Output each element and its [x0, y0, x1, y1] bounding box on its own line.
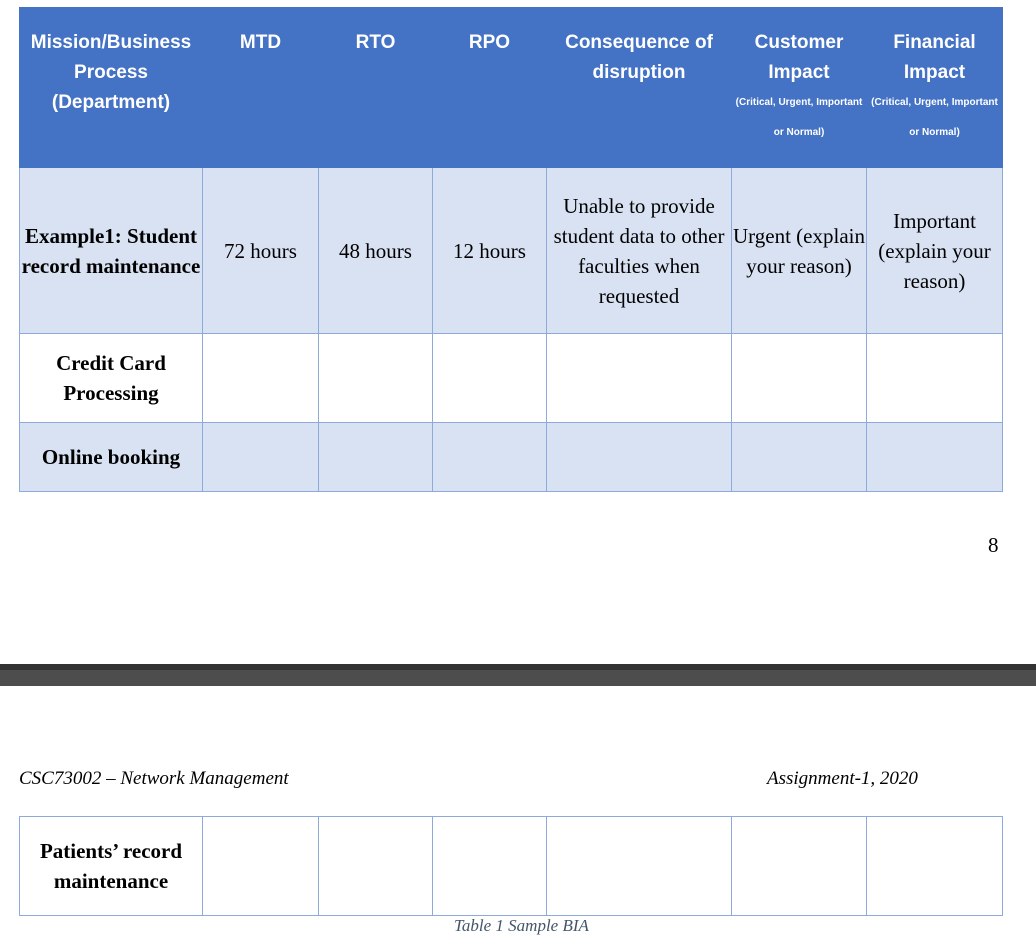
cell-rto: 48 hours: [319, 168, 433, 334]
header-process: Mission/Business Process (Department): [20, 8, 203, 168]
header-rto: RTO: [319, 8, 433, 168]
cell-consequence: Unable to provide student data to other faculties when requested: [547, 168, 732, 334]
cell-financial-impact: Important (explain your reason): [867, 168, 1003, 334]
cell-process: Online booking: [20, 423, 203, 492]
running-header-assignment: Assignment-1, 2020: [767, 768, 918, 789]
header-rpo: RPO: [433, 8, 547, 168]
header-consequence: Consequence of disruption: [547, 8, 732, 168]
table-row: [20, 423, 1003, 492]
cell-customer-impact: [732, 817, 867, 916]
cell-mtd: [203, 334, 319, 423]
cell-mtd: [203, 423, 319, 492]
cell-rto: [319, 423, 433, 492]
cell-process: Example1: Student record maintenance: [20, 168, 203, 334]
cell-rpo: 12 hours: [433, 168, 547, 334]
running-header-course: CSC73002 – Network Management: [19, 768, 289, 789]
cell-process: Credit Card Processing: [20, 334, 203, 423]
cell-financial-impact: [867, 817, 1003, 916]
cell-rto: [319, 817, 433, 916]
bia-table-continued: [19, 816, 1003, 916]
cell-financial-impact: [867, 334, 1003, 423]
header-financial-impact: Financial Impact (Critical, Urgent, Important or Normal): [867, 8, 1003, 168]
bia-table: [19, 7, 1003, 492]
header-customer-impact: Customer Impact (Critical, Urgent, Important or Normal): [732, 8, 867, 168]
page-separator: [0, 664, 1036, 686]
cell-rpo: [433, 334, 547, 423]
cell-consequence: [547, 334, 732, 423]
table-row: [20, 817, 1003, 916]
cell-rpo: [433, 423, 547, 492]
table-row: [20, 168, 1003, 334]
table-header-row: [20, 8, 1003, 168]
table-caption: Table 1 Sample BIA: [454, 916, 589, 935]
cell-mtd: 72 hours: [203, 168, 319, 334]
cell-mtd: [203, 817, 319, 916]
cell-customer-impact: [732, 334, 867, 423]
cell-rto: [319, 334, 433, 423]
cell-customer-impact: Urgent (explain your reason): [732, 168, 867, 334]
header-customer-impact-note: (Critical, Urgent, Important or Normal): [735, 97, 863, 138]
cell-customer-impact: [732, 423, 867, 492]
cell-consequence: [547, 423, 732, 492]
table-row: [20, 334, 1003, 423]
page-number: 8: [988, 533, 999, 557]
cell-rpo: [433, 817, 547, 916]
header-mtd: MTD: [203, 8, 319, 168]
cell-process: Patients’ record maintenance: [20, 817, 203, 916]
cell-financial-impact: [867, 423, 1003, 492]
header-financial-impact-note: (Critical, Urgent, Important or Normal): [871, 97, 998, 138]
cell-consequence: [547, 817, 732, 916]
